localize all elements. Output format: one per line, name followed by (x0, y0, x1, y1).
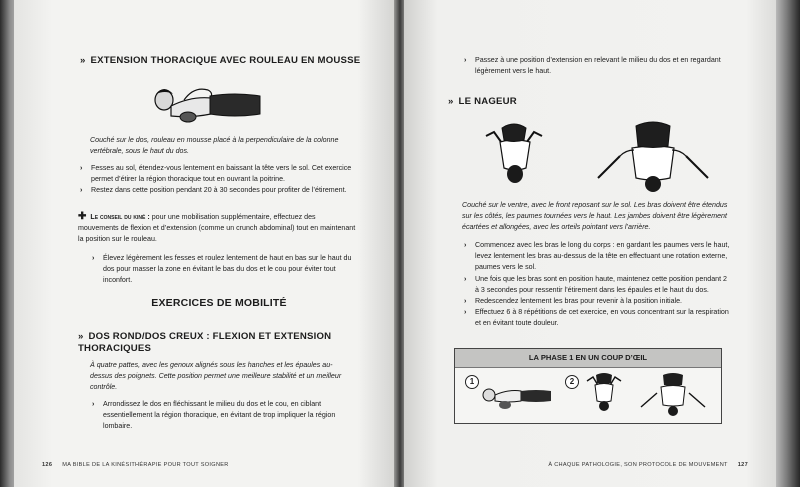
list-item: › Redescendez lentement les bras pour revenir à la position initiale. (462, 296, 732, 307)
phase-summary-box (454, 348, 722, 424)
page-number: 127 (737, 462, 748, 468)
instruction-list (90, 253, 356, 287)
tip-text: pour une mobilisation supplémentaire, effectuez des mouvements de flexion et d’extension (comme un crunch abdominal) tout en maintenant la position sur le rouleau. (78, 213, 356, 244)
foam-roller-thumbnail (481, 377, 553, 413)
plus-icon: ✚ (78, 211, 87, 222)
list-item: › Une fois que les bras sont en position haute, maintenez cette position pendant 2 à 3 secondes pour ressentir l’étirement dans les épaules et le haut du dos. (462, 274, 732, 296)
exercise-intro: À quatre pattes, avec les genoux alignés sous les hanches et les épaules au-dessus des poignets. Cette position permet une meilleure stabilité et un meilleur contrôle. (90, 361, 342, 392)
swimmer-thumbnail (581, 371, 711, 417)
instruction-list (78, 163, 354, 197)
exercise-intro: Couché sur le ventre, avec le front reposant sur le sol. Les bras doivent être étendus sur les côtés, les paumes tournées vers le haut. Les jambes doivent être légèrement écartées et allongées, avec les orteils pointant vers l’arrière. (462, 201, 728, 232)
running-title: À CHAQUE PATHOLOGIE, SON PROTOCOLE DE MOUVEMENT (548, 462, 728, 468)
swimmer-illustration (468, 114, 718, 194)
list-item: › Effectuez 6 à 8 répétitions de cet exercice, en vous concentrant sur la respiration et en évitant toute douleur. (462, 307, 732, 329)
section-title-swimmer: » LE NAGEUR (448, 96, 517, 107)
page-footer (42, 462, 229, 468)
physio-tip (78, 211, 358, 246)
step-number-1: 1 (465, 375, 479, 389)
page-number: 126 (42, 462, 53, 468)
foam-roller-illustration (144, 80, 264, 126)
list-item: › Restez dans cette position pendant 20 à 30 secondes pour profiter de l’étirement. (78, 185, 354, 196)
page-edges-right (774, 0, 800, 487)
list-item: › Fesses au sol, étendez-vous lentement en baissant la tête vers le sol. Cet exercice permet d’étirer la région thoracique tout en ouvrant la poitrine. (78, 163, 354, 185)
section-title-thoracic-extension: » EXTENSION THORACIQUE AVEC ROULEAU EN MOUSSE (80, 55, 361, 66)
box-title: LA PHASE 1 EN UN COUP D’ŒIL (455, 349, 721, 368)
instruction-list (462, 240, 732, 330)
instruction-list (90, 399, 356, 433)
section-title-round-back: » DOS ROND/DOS CREUX : FLEXION ET EXTENSION THORACIQUES (78, 331, 332, 354)
exercise-intro: Couché sur le dos, rouleau en mousse placé à la perpendiculaire de la colonne vertébrale, sous le haut du dos. (90, 136, 339, 156)
left-page (14, 0, 396, 487)
page-footer (522, 462, 748, 468)
list-item: › Passez à une position d’extension en relevant le milieu du dos et en regardant légèrement vers le haut. (462, 55, 734, 77)
running-title: MA BIBLE DE LA KINÉSITHÉRAPIE POUR TOUT SOIGNER (62, 462, 229, 468)
list-item: › Arrondissez le dos en fléchissant le milieu du dos et le cou, en ciblant essentiellement la région thoracique, en évitant de trop impliquer la région lombaire. (90, 399, 356, 433)
list-item: › Commencez avec les bras le long du corps : en gardant les paumes vers le haut, levez lentement les bras au-dessus de la tête en effectuant une rotation externe, paumes vers le sol. (462, 240, 732, 274)
section-heading-mobility: EXERCICES DE MOBILITÉ (151, 297, 287, 309)
list-item: › Élevez légèrement les fesses et roulez lentement de haut en bas sur le haut du dos pour masser la zone en évitant le bas du dos et le cou pour éviter tout inconfort. (90, 253, 356, 287)
instruction-list (462, 55, 734, 77)
right-page (404, 0, 776, 487)
step-number-2: 2 (565, 375, 579, 389)
tip-label: Le conseil du kiné : (90, 213, 150, 221)
